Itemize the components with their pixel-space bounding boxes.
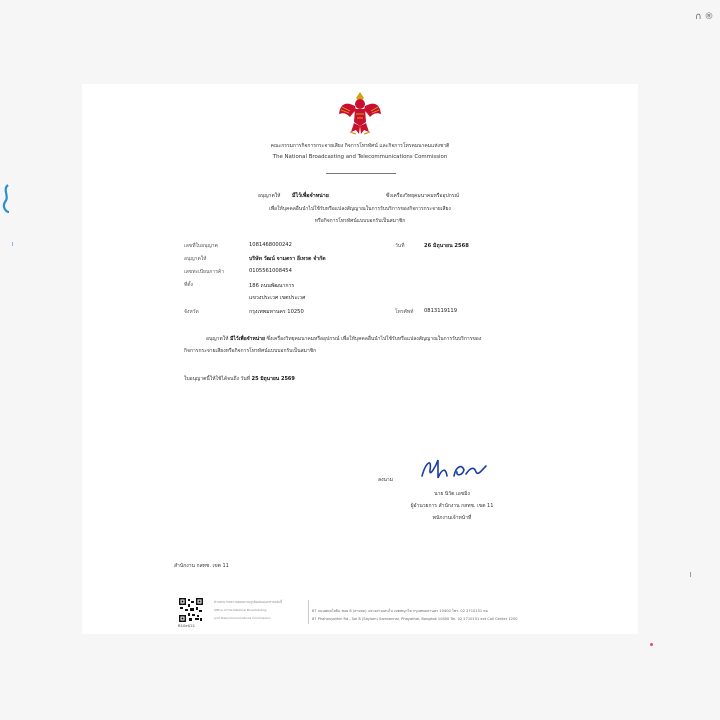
body-paragraph-line-2: กิจการกระจายเสียงหรือกิจการโทรทัศน์แบบบอกรับเป็นสมาชิก	[184, 348, 317, 354]
phone-value: 0813119119	[424, 308, 458, 314]
signature-mark-icon	[416, 456, 490, 482]
intro-prefix: อนุญาตให้	[258, 193, 281, 199]
license-no-label: เลขที่ใบอนุญาต	[184, 243, 218, 249]
org-name-th: คณะกรรมการกิจการกระจายเสียง กิจการโทรทัศน์ และกิจการโทรคมนาคมแห่งชาติ	[270, 143, 450, 149]
intro-line-3: หรือกิจการโทรทัศน์แบบบอกรับเป็นสมาชิก	[314, 218, 406, 224]
office-name: สำนักงาน กสทช. เขต 11	[174, 563, 229, 569]
right-pink-dot	[650, 643, 653, 646]
licensee-value: บริษัท วัฒน์ จามตรา อีเทรด จำกัด	[249, 256, 326, 262]
header-divider	[326, 173, 396, 174]
intro-line-2: เพื่อให้บุคคลอื่นนำไปใช้รับหรือแปลงสัญญาณในการรับบริการของกิจการกระจายเสียง	[269, 206, 451, 212]
expiry-label: ใบอนุญาตนี้ให้ใช้ได้จนถึง วันที่	[184, 376, 251, 382]
license-no-value: 1081468000242	[249, 242, 292, 248]
date-label: วันที่	[395, 243, 405, 249]
footer-note-th: ท่านสามารถตรวจสอบความถูกต้องของเอกสารฉบับนี้	[214, 600, 283, 604]
phone-label: โทรศัพท์	[395, 309, 414, 315]
footer-divider	[308, 600, 309, 624]
licensee-label: อนุญาตให้	[184, 256, 207, 262]
left-edge-mark-icon	[0, 182, 14, 216]
right-dot	[690, 572, 691, 577]
expiry-date: 25 มิถุนายน 2569	[251, 376, 295, 382]
footer-address-en: 87 Phahonyothin Rd., Soi 8 (Saylom) Samsennai, Phayathai, Bangkok 10400 Tel. 02 2710151 ext Call Center 1200	[312, 617, 518, 621]
left-dot	[12, 242, 13, 246]
qr-caption: B10e021	[178, 623, 196, 628]
reg-no-value: 0105561008454	[249, 268, 292, 274]
intro-suffix: ซึ่งเครื่องวิทยุคมนาคมหรืออุปกรณ์	[386, 193, 460, 199]
license-document	[82, 84, 638, 634]
signature-prefix: ลงนาม	[378, 477, 394, 483]
qr-code-icon	[179, 598, 203, 622]
corner-mark: ∩ ®	[695, 12, 714, 22]
footer-note-en-1: Office of the National Broadcasting	[214, 608, 267, 612]
intro-kind: มีไว้เพื่อจำหน่าย	[292, 193, 329, 199]
province-label: จังหวัด	[184, 309, 199, 315]
body-kind: มีไว้เพื่อจำหน่าย	[230, 336, 265, 342]
address-label: ที่ตั้ง	[184, 282, 193, 288]
body-prefix: อนุญาตให้	[206, 336, 229, 342]
signatory-role: พนักงานเจ้าหน้าที่	[432, 515, 472, 521]
signatory-name: นาย นิวัต เอชมิ่ง	[434, 491, 470, 497]
footer-note-en-2: and Telecommunications Commission	[214, 616, 271, 620]
footer-address-th: 87 ถนนพหลโยธิน ซอย 8 (สายลม) แขวงสามเสนใน เขตพญาไท กรุงเทพมหานคร 10400 โทร. 02 2710151 ต่อ	[312, 609, 488, 613]
expiry-line	[184, 375, 295, 383]
body-rest: ซึ่งเครื่องวิทยุคมนาคมหรืออุปกรณ์ เพื่อให้บุคคลอื่นนำไปใช้รับหรือแปลงสัญญาณในการรับบริการของ	[266, 336, 482, 342]
garuda-emblem-icon	[338, 90, 382, 136]
province-value: กรุงเทพมหานคร 10250	[249, 309, 304, 315]
signatory-position: ผู้อำนวยการ สำนักงาน กสทช. เขต 11	[410, 503, 494, 509]
address-line-1: 186 ถนนพัฒนาการ	[249, 283, 295, 289]
address-line-2: แขวงประเวศ เขตประเวศ	[249, 295, 306, 301]
date-value: 26 มิถุนายน 2568	[424, 243, 469, 249]
org-name-en: The National Broadcasting and Telecommunications Commission	[272, 154, 448, 160]
reg-no-label: เลขทะเบียนการค้า	[184, 269, 225, 275]
body-paragraph-line-1	[206, 335, 481, 343]
